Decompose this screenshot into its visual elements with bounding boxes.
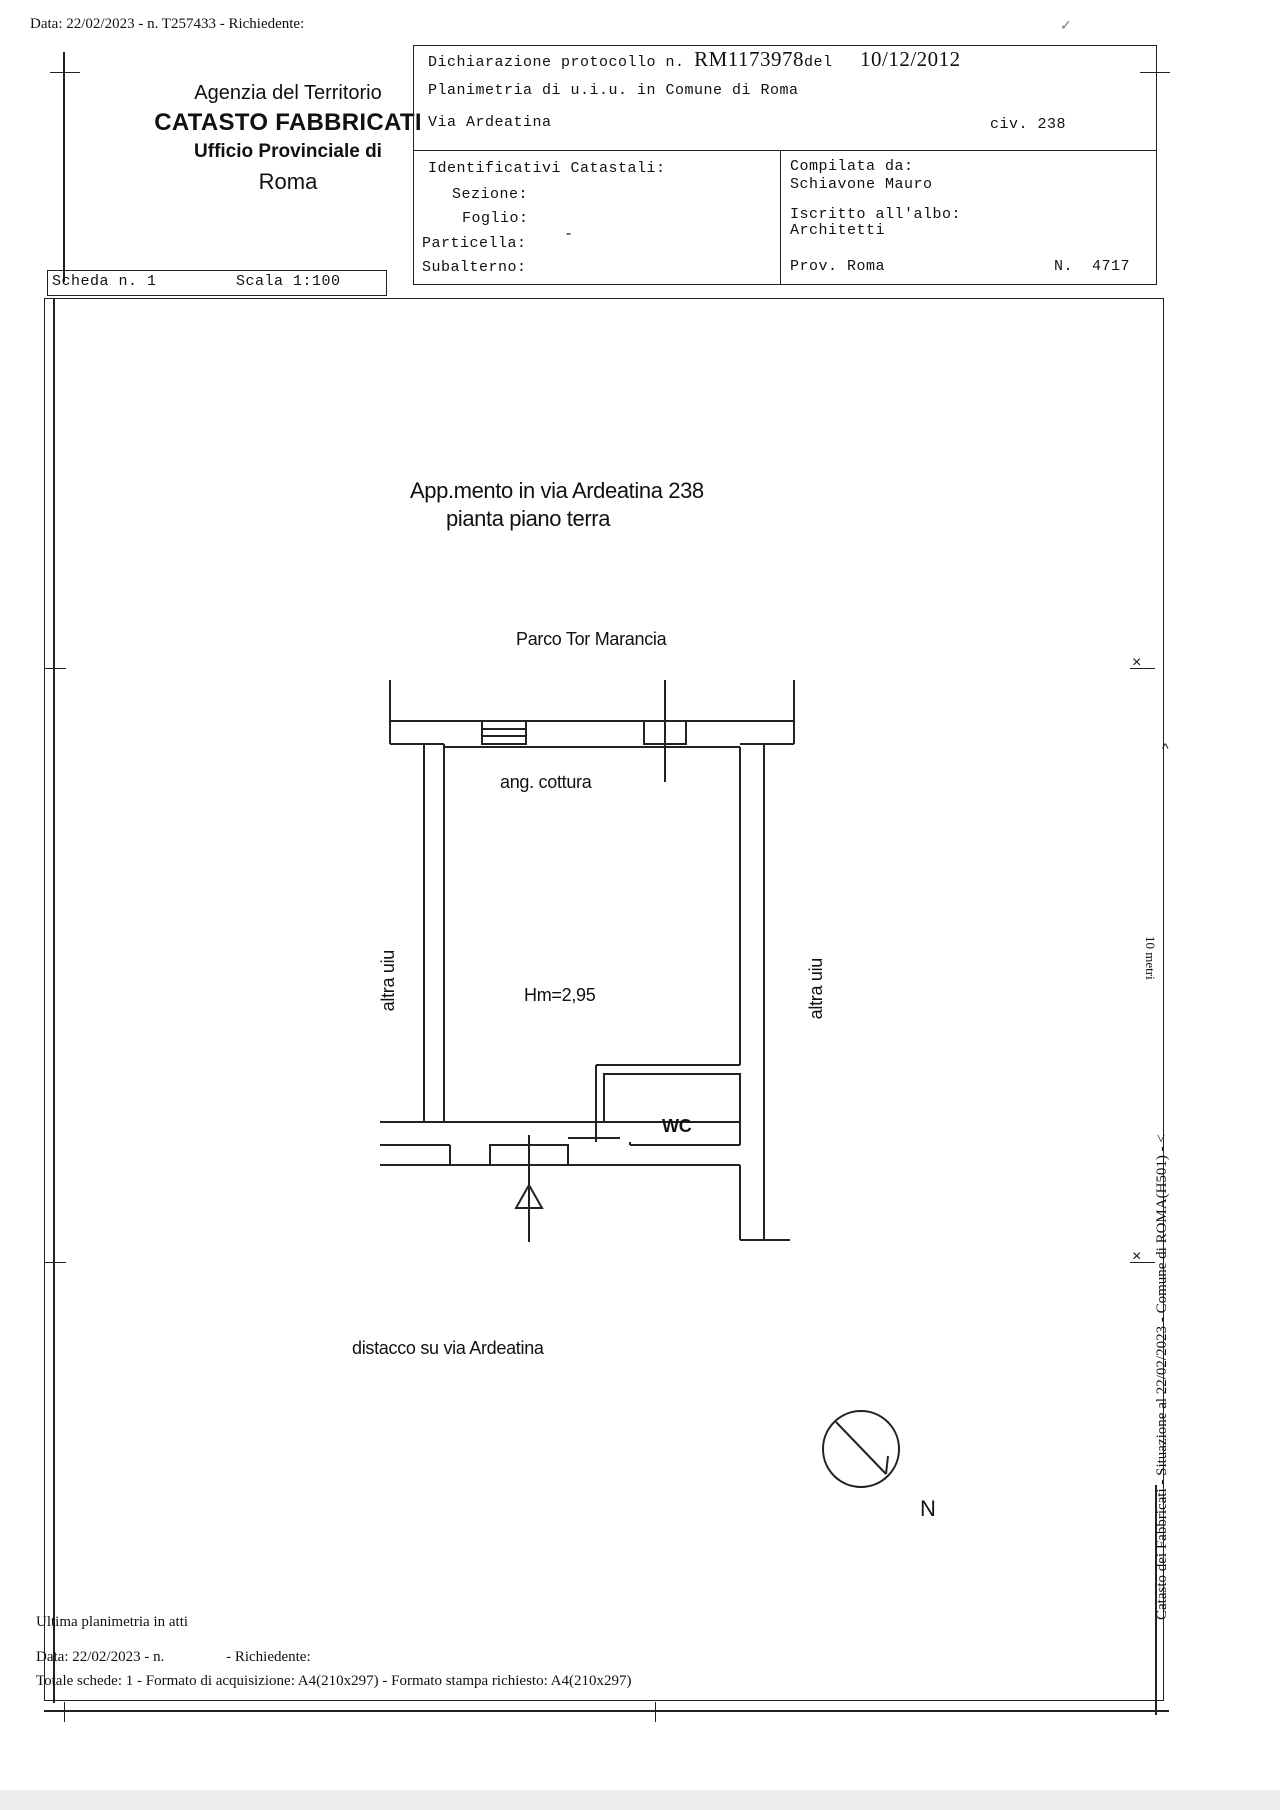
wc-label: WC bbox=[662, 1116, 692, 1136]
plan-title: App.mento in via Ardeatina 238 bbox=[410, 478, 704, 503]
protocol-line: Dichiarazione protocollo n. RM1173978del 10/12/2012 bbox=[428, 47, 961, 71]
ufficio-label: Ufficio Provinciale di bbox=[194, 141, 382, 162]
planimetria-line: Planimetria di u.i.u. in Comune di Roma bbox=[428, 82, 799, 99]
north-compass-icon bbox=[820, 1408, 902, 1490]
floor-plan bbox=[380, 680, 820, 1260]
particella-value: - bbox=[564, 226, 574, 243]
footer-ultima: Ultima planimetria in atti bbox=[36, 1614, 189, 1630]
street-line: Via Ardeatina bbox=[428, 114, 552, 131]
scheda-number: Scheda n. 1 bbox=[52, 273, 157, 290]
park-label: Parco Tor Marancia bbox=[516, 629, 667, 649]
footer-totale: Totale schede: 1 - Formato di acquisizione: A4(210x297) - Formato stampa richiesto: A4(210x297) bbox=[36, 1673, 632, 1689]
iscritto-label: Iscritto all'albo: bbox=[790, 206, 962, 223]
compiler-name: Schiavone Mauro bbox=[790, 176, 933, 193]
sezione-label: Sezione: bbox=[452, 186, 529, 203]
top-stamp: Data: 22/02/2023 - n. T257433 - Richiedente: bbox=[30, 16, 305, 32]
office-block bbox=[148, 82, 428, 195]
subalterno-label: Subalterno: bbox=[422, 259, 527, 276]
civic-number: civ. 238 bbox=[990, 116, 1067, 133]
right-unit-label: altra uiu bbox=[806, 958, 826, 1020]
agency-name: Agenzia del Territorio bbox=[194, 82, 382, 104]
catasto-title: CATASTO FABBRICATI bbox=[154, 109, 422, 136]
height-label: Hm=2,95 bbox=[524, 985, 596, 1005]
left-unit-label: altra uiu bbox=[378, 950, 398, 1012]
caret-icon: ^ bbox=[1162, 740, 1169, 756]
albo-value: Architetti bbox=[790, 222, 886, 239]
side-note: Catasto dei Fabbricati - Situazione al 22/02/2023 - Comune di ROMA(H501) - < bbox=[1154, 1134, 1170, 1620]
wc-room bbox=[604, 1074, 740, 1122]
scale-label: Scala 1:100 bbox=[236, 273, 341, 290]
plan-subtitle: pianta piano terra bbox=[446, 506, 611, 531]
scan-edge bbox=[0, 1790, 1280, 1810]
north-label: N bbox=[920, 1496, 936, 1521]
scale-bar-label: 10 metri bbox=[1143, 936, 1158, 980]
window bbox=[482, 721, 526, 744]
office-city: Roma bbox=[258, 169, 318, 194]
particella-label: Particella: bbox=[422, 235, 527, 252]
foglio-label: Foglio: bbox=[462, 210, 529, 227]
footer-data: Data: 22/02/2023 - n. - Richiedente: bbox=[36, 1649, 311, 1665]
compilata-title: Compilata da: bbox=[790, 158, 914, 175]
prov-label: Prov. Roma bbox=[790, 258, 886, 275]
distacco-label: distacco su via Ardeatina bbox=[352, 1338, 544, 1358]
check-mark-icon: ✓ bbox=[1060, 19, 1072, 34]
identificativi-title: Identificativi Catastali: bbox=[428, 160, 666, 177]
kitchen-label: ang. cottura bbox=[500, 772, 592, 792]
registration-number: N. 4717 bbox=[1054, 258, 1131, 275]
